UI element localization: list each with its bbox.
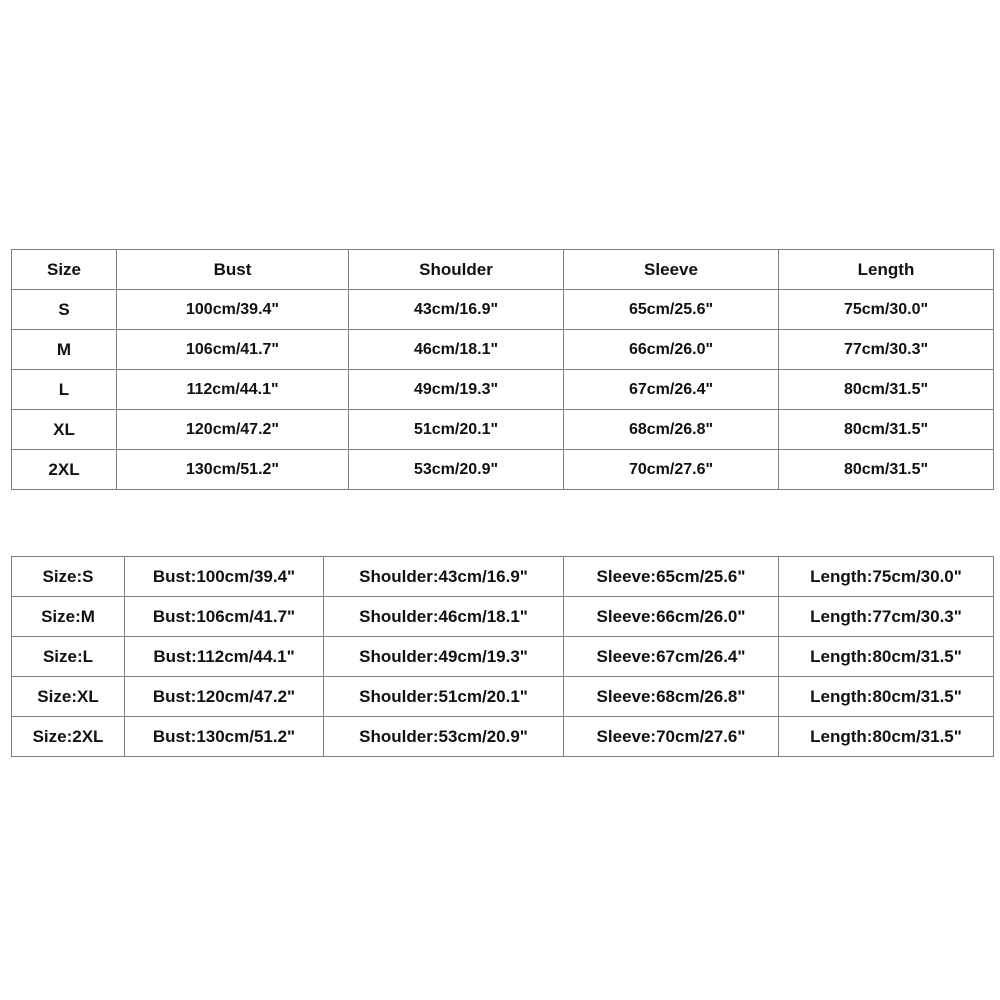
sleeve-cell: Sleeve:67cm/26.4": [564, 637, 779, 677]
bust-cell: 100cm/39.4": [117, 290, 349, 330]
length-cell: Length:80cm/31.5": [779, 677, 994, 717]
table-row: [12, 330, 994, 370]
length-cell: 80cm/31.5": [779, 410, 994, 450]
shoulder-cell: 51cm/20.1": [349, 410, 564, 450]
size-cell: M: [12, 330, 117, 370]
shoulder-cell: Shoulder:49cm/19.3": [324, 637, 564, 677]
length-cell: 80cm/31.5": [779, 450, 994, 490]
table-row: [12, 717, 994, 757]
table-row: [12, 290, 994, 330]
table-row: [12, 557, 994, 597]
sleeve-cell: 70cm/27.6": [564, 450, 779, 490]
size-cell: XL: [12, 410, 117, 450]
bust-cell: Bust:130cm/51.2": [125, 717, 324, 757]
size-cell: L: [12, 370, 117, 410]
shoulder-cell: 53cm/20.9": [349, 450, 564, 490]
shoulder-cell: Shoulder:53cm/20.9": [324, 717, 564, 757]
bust-cell: 120cm/47.2": [117, 410, 349, 450]
size-cell: Size:S: [12, 557, 125, 597]
size-cell: Size:XL: [12, 677, 125, 717]
bust-cell: 112cm/44.1": [117, 370, 349, 410]
header-sleeve: Sleeve: [564, 250, 779, 290]
length-cell: 77cm/30.3": [779, 330, 994, 370]
header-shoulder: Shoulder: [349, 250, 564, 290]
bust-cell: Bust:112cm/44.1": [125, 637, 324, 677]
size-cell: Size:2XL: [12, 717, 125, 757]
size-cell: S: [12, 290, 117, 330]
table-row: [12, 637, 994, 677]
length-cell: 80cm/31.5": [779, 370, 994, 410]
shoulder-cell: 46cm/18.1": [349, 330, 564, 370]
table-header-row: [12, 250, 994, 290]
length-cell: Length:80cm/31.5": [779, 637, 994, 677]
sleeve-cell: Sleeve:65cm/25.6": [564, 557, 779, 597]
table-row: [12, 410, 994, 450]
header-size: Size: [12, 250, 117, 290]
shoulder-cell: Shoulder:46cm/18.1": [324, 597, 564, 637]
shoulder-cell: Shoulder:51cm/20.1": [324, 677, 564, 717]
shoulder-cell: 43cm/16.9": [349, 290, 564, 330]
sleeve-cell: Sleeve:68cm/26.8": [564, 677, 779, 717]
size-cell: 2XL: [12, 450, 117, 490]
sleeve-cell: 66cm/26.0": [564, 330, 779, 370]
bust-cell: Bust:106cm/41.7": [125, 597, 324, 637]
length-cell: Length:75cm/30.0": [779, 557, 994, 597]
length-cell: 75cm/30.0": [779, 290, 994, 330]
size-chart-labeled-table: [11, 556, 994, 757]
bust-cell: 106cm/41.7": [117, 330, 349, 370]
bust-cell: 130cm/51.2": [117, 450, 349, 490]
shoulder-cell: Shoulder:43cm/16.9": [324, 557, 564, 597]
bust-cell: Bust:120cm/47.2": [125, 677, 324, 717]
size-cell: Size:L: [12, 637, 125, 677]
bust-cell: Bust:100cm/39.4": [125, 557, 324, 597]
table-row: [12, 450, 994, 490]
header-length: Length: [779, 250, 994, 290]
table-row: [12, 597, 994, 637]
header-bust: Bust: [117, 250, 349, 290]
sleeve-cell: Sleeve:66cm/26.0": [564, 597, 779, 637]
sleeve-cell: 68cm/26.8": [564, 410, 779, 450]
length-cell: Length:80cm/31.5": [779, 717, 994, 757]
size-cell: Size:M: [12, 597, 125, 637]
length-cell: Length:77cm/30.3": [779, 597, 994, 637]
sleeve-cell: Sleeve:70cm/27.6": [564, 717, 779, 757]
sleeve-cell: 67cm/26.4": [564, 370, 779, 410]
shoulder-cell: 49cm/19.3": [349, 370, 564, 410]
sleeve-cell: 65cm/25.6": [564, 290, 779, 330]
size-chart-table: [11, 249, 994, 490]
table-row: [12, 370, 994, 410]
table-row: [12, 677, 994, 717]
